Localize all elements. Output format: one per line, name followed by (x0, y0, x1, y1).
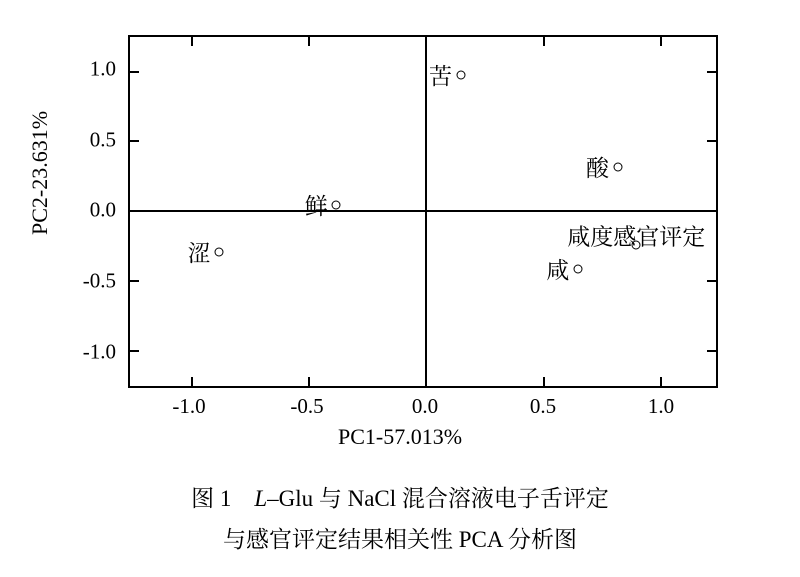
data-point-label: 苦 (429, 63, 452, 90)
y-tick-label: 1.0 (89, 56, 116, 81)
scatter-marker (613, 162, 622, 171)
x-tick-label: -0.5 (290, 394, 324, 418)
caption-italic-term: L (254, 486, 268, 511)
y-tick-label: 0.0 (89, 197, 116, 222)
y-tick-right-2 (707, 140, 716, 142)
x-tick-label: 1.0 (647, 394, 675, 418)
x-tick-label: -1.0 (172, 394, 206, 418)
data-point-label: 咸度感官评定 (567, 223, 706, 250)
data-point-label: 酸 (586, 155, 610, 182)
y-axis-label: PC2-23.631% (27, 110, 52, 236)
x-tick-top-3 (425, 37, 427, 46)
y-tick-left-1 (130, 71, 139, 73)
y-tick-label: 0.5 (89, 127, 116, 152)
x-tick-top-1 (191, 37, 193, 46)
scatter-marker (573, 264, 582, 273)
data-point (546, 257, 582, 284)
x-tick-bottom-5 (660, 377, 662, 386)
y-tick-left-3 (130, 210, 139, 212)
y-tick-right-5 (707, 350, 716, 352)
x-tick-bottom-1 (191, 377, 193, 386)
figure-caption-line-2: 与感官评定结果相关性 PCA 分析图 (223, 527, 577, 552)
data-point (304, 193, 341, 220)
x-tick-bottom-4 (543, 377, 545, 386)
plot-area (128, 35, 718, 388)
figure-caption-line-1 (0, 481, 800, 517)
y-tick-left-5 (130, 350, 139, 352)
data-point (429, 63, 465, 90)
x-tick-label: 0.5 (529, 394, 557, 418)
y-tick-left-4 (130, 280, 139, 282)
x-tick-bottom-3 (425, 377, 427, 386)
x-tick-label: 0.0 (411, 394, 439, 418)
x-tick-top-5 (660, 37, 662, 46)
data-point (187, 240, 224, 267)
figure-number: 图 1 (191, 486, 232, 511)
x-axis-label: PC1-57.013% (337, 424, 463, 449)
caption-rest: –Glu 与 NaCl 混合溶液电子舌评定 (267, 486, 609, 511)
data-point-label: 咸 (546, 257, 570, 284)
y-tick-label: -1.0 (82, 339, 116, 364)
x-tick-bottom-2 (308, 377, 310, 386)
data-point-label: 涩 (187, 240, 211, 267)
scatter-marker (332, 200, 341, 209)
y-tick-left-2 (130, 140, 139, 142)
x-tick-top-4 (543, 37, 545, 46)
scatter-marker (456, 70, 465, 79)
horizontal-zero-axis (130, 210, 716, 212)
data-point-label: 鲜 (304, 193, 328, 220)
y-tick-label: -0.5 (82, 268, 116, 293)
scatter-marker (215, 247, 224, 256)
data-point (567, 223, 706, 250)
data-point (586, 155, 622, 182)
y-tick-right-3 (707, 210, 716, 212)
x-tick-top-2 (308, 37, 310, 46)
y-tick-right-4 (707, 280, 716, 282)
y-tick-right-1 (707, 71, 716, 73)
